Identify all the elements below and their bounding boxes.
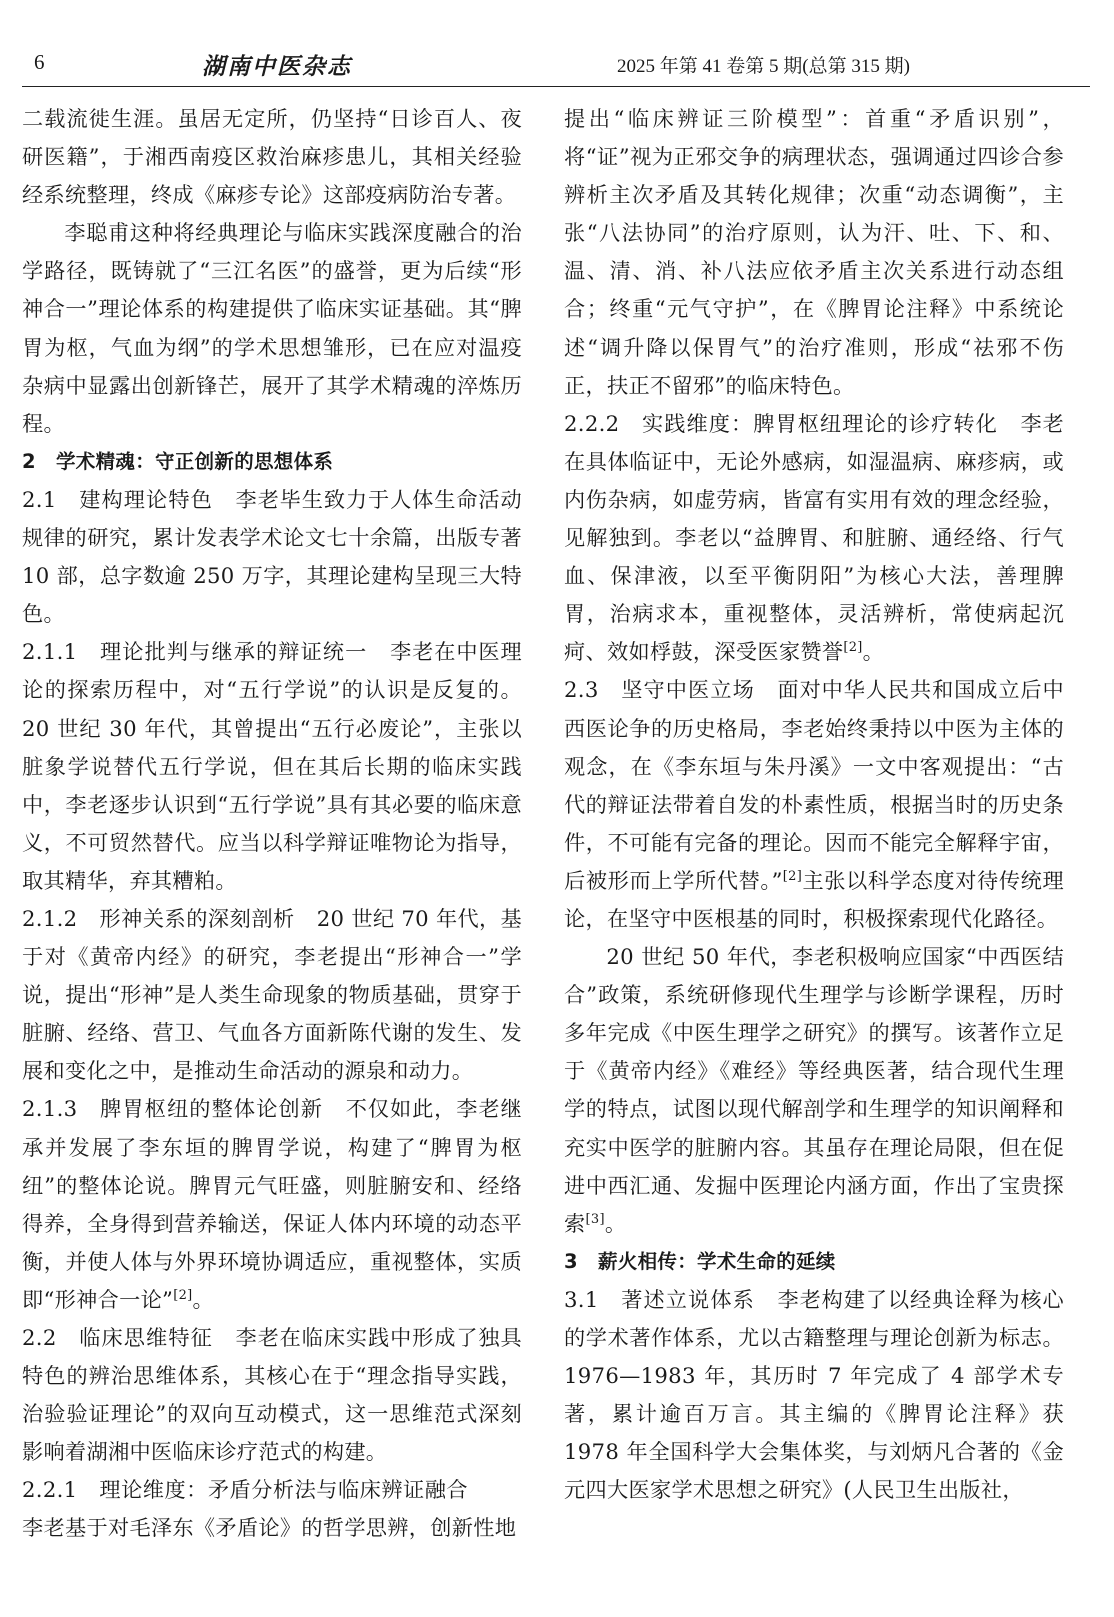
- citation-ref: [3]: [585, 1211, 605, 1227]
- subsection-title: 著述立说体系: [620, 1286, 755, 1312]
- paragraph: [564, 938, 1064, 1243]
- subsection-title: 脾胃枢纽的整体论创新: [99, 1096, 324, 1122]
- citation-ref: [2]: [782, 868, 803, 884]
- paragraph: 二载流徙生涯。虽居无定所，仍坚持“日诊百人、夜研医籍”，于湘西南疫区救治麻疹患儿，其相关经验经系统整理，终成《麻疹专论》这部疫病防治专著。: [22, 106, 522, 208]
- page-number: 6: [34, 50, 45, 74]
- section-title: 学术精魂：守正创新的思想体系: [56, 449, 334, 473]
- subsection-title: 临床思维特征: [78, 1325, 213, 1350]
- subsection: [22, 633, 522, 900]
- section-heading: [564, 1243, 1064, 1281]
- paragraph: 李聪甫这种将经典理论与临床实践深度融合的治学路径，既铸就了“三江名医”的盛誉，更为后续“形神合一”理论体系的构建提供了临床实证基础。其“脾胃为枢，气血为纲”的学术思想雏形，已在应对温疫杂病中显露出创新锋芒，展开了其学术精魂的淬炼历程。: [22, 220, 522, 436]
- sentence-end: 。: [862, 639, 885, 665]
- subsection: [22, 1471, 522, 1509]
- issue-info: 2025 年第 41 卷第 5 期(总第 315 期): [617, 56, 910, 77]
- subsection-title: 理论批判与继承的辩证统一: [99, 639, 368, 665]
- subsection-text: 不仅如此，李老继承并发展了李东垣的脾胃学说，构建了“脾胃为枢纽”的整体论说。脾胃元气旺盛，则脏腑安和、经络得养，全身得到营养输送，保证人体内环境的动态平衡，并使人体与外界环境协调适应，重视整体，实质即“形神合一论”: [22, 1096, 522, 1312]
- paragraph-text: 20 世纪 50 年代，李老积极响应国家“中西医结合”政策，系统研修现代生理学与诊断学课程，历时多年完成《中医生理学之研究》的撰写。该著作立足于《黄帝内经》《难经》等经典医著，结合现代生理学的特点，试图以现代解剖学和生理学的知识阐释和充实中医学的脏腑内容。其虽存在理论局限，但在促进中西汇通、发掘中医理论内涵方面，作出了宝贵探索: [564, 944, 1064, 1236]
- subsection: [22, 1319, 522, 1471]
- subsection-text: 李老毕生致力于人体生命活动规律的研究，累计发表学术论文七十余篇，出版专著 10 部，总字数逾 250 万字，其理论建构呈现三大特色。: [22, 486, 522, 627]
- subsection-text: 20 世纪 70 年代，基于对《黄帝内经》的研究，李老提出“形神合一”学说，提出“形神”是人类生命现象的物质基础，贯穿于脏腑、经络、营卫、气血各方面新陈代谢的发生、发展和变化之中，是推动生命活动的源泉和动力。: [22, 905, 522, 1084]
- subsection-number: 2.3: [564, 677, 599, 703]
- subsection: [22, 900, 522, 1090]
- sentence-end: 。: [604, 1210, 627, 1236]
- subsection-number: 2.1.1: [22, 639, 78, 665]
- subsection: [564, 671, 1064, 938]
- subsection-text: 面对中华人民共和国成立后中西医论争的历史格局，李老始终秉持以中医为主体的观念，在《李东垣与朱丹溪》一文中客观提出：“古代的辩证法带着自发的朴素性质，根据当时的历史条件，不可能有完备的理论。因而不能完全解释宇宙，后被形而上学所代替。”: [564, 677, 1064, 893]
- subsection: [22, 481, 522, 633]
- subsection-text: 李老在中医理论的探索历程中，对“五行学说”的认识是反复的。20 世纪 30 年代，其曾提出“五行必废论”，主张以脏象学说替代五行学说，但在其后长期的临床实践中，李老逐步认识到“五行学说”具有其必要的临床意义，不可贸然替代。应当以科学辩证唯物论为指导，取其精华，弃其糟粕。: [22, 639, 522, 893]
- paragraph: 李老基于对毛泽东《矛盾论》的哲学思辨，创新性地: [22, 1515, 517, 1541]
- subsection-number: 2.2.2: [564, 410, 620, 436]
- subsection: [564, 1281, 1064, 1510]
- section-title: 薪火相传：学术生命的延续: [598, 1249, 836, 1273]
- header-rule: [22, 86, 1090, 87]
- sentence-end: 。: [192, 1286, 215, 1312]
- subsection-title: 形神关系的深刻剖析: [99, 905, 295, 931]
- citation-ref: [2]: [843, 640, 863, 656]
- section-number: 2: [22, 449, 36, 473]
- subsection-number: 3.1: [564, 1286, 599, 1312]
- left-column: [22, 100, 522, 1600]
- subsection: [22, 1090, 522, 1319]
- subsection-text: 李老在具体临证中，无论外感病，如湿温病、麻疹病，或内伤杂病，如虚劳病，皆富有实用有效的理念经验，见解独到。李老以“益脾胃、和脏腑、通经络、行气血、保津液，以至平衡阴阳”为核心大法，善理脾胃，治病求本，重视整体，灵活辨析，常使病起沉疴、效如桴鼓，深受医家赞誉: [564, 410, 1064, 665]
- subsection-number: 2.1.3: [22, 1096, 78, 1122]
- page-header: [22, 48, 1092, 82]
- subsection-text: 李老在临床实践中形成了独具特色的辨治思维体系，其核心在于“理念指导实践，治验验证理论”的双向互动模式，这一思维范式深刻影响着湖湘中医临床诊疗范式的构建。: [22, 1325, 522, 1465]
- subsection-title: 建构理论特色: [78, 486, 213, 512]
- subsection-title: 坚守中医立场: [620, 677, 755, 703]
- subsection-text: 主张以科学态度对待传统理论，在坚守中医根基的同时，积极探索现代化路径。: [564, 867, 1064, 931]
- section-number: 3: [564, 1249, 578, 1273]
- subsection: [564, 405, 1064, 672]
- subsection-title: 理论维度：矛盾分析法与临床辨证融合: [99, 1477, 469, 1503]
- section-heading: [22, 443, 522, 481]
- citation-ref: [2]: [173, 1287, 193, 1303]
- subsection-text: 李老构建了以经典诠释为核心的学术著作体系，尤以古籍整理与理论创新为标志。1976—1983 年，其历时 7 年完成了 4 部学术专著，累计逾百万言。其主编的《脾胃论注释》获 1978 年全国科学大会集体奖，与刘炳凡合著的《金元四大医家学术思想之研究》(人民卫生出版社，: [564, 1286, 1064, 1503]
- subsection-number: 2.2.1: [22, 1477, 78, 1503]
- subsection-title: 实践维度：脾胃枢纽理论的诊疗转化: [641, 410, 998, 436]
- subsection-number: 2.1.2: [22, 905, 78, 931]
- subsection-number: 2.1: [22, 486, 57, 512]
- journal-name: 湖南中医杂志: [202, 54, 352, 80]
- right-column: [564, 100, 1064, 1600]
- paragraph: 提出“临床辨证三阶模型”：首重“矛盾识别”，将“证”视为正邪交争的病理状态，强调通过四诊合参辨析主次矛盾及其转化规律；次重“动态调衡”，主张“八法协同”的治疗原则，认为汗、吐、下、和、温、清、消、补八法应依矛盾主次关系进行动态组合；终重“元气守护”，在《脾胃论注释》中系统论述“调升降以保胃气”的治疗准则，形成“祛邪不伤正，扶正不留邪”的临床特色。: [564, 106, 1064, 398]
- subsection-number: 2.2: [22, 1325, 57, 1350]
